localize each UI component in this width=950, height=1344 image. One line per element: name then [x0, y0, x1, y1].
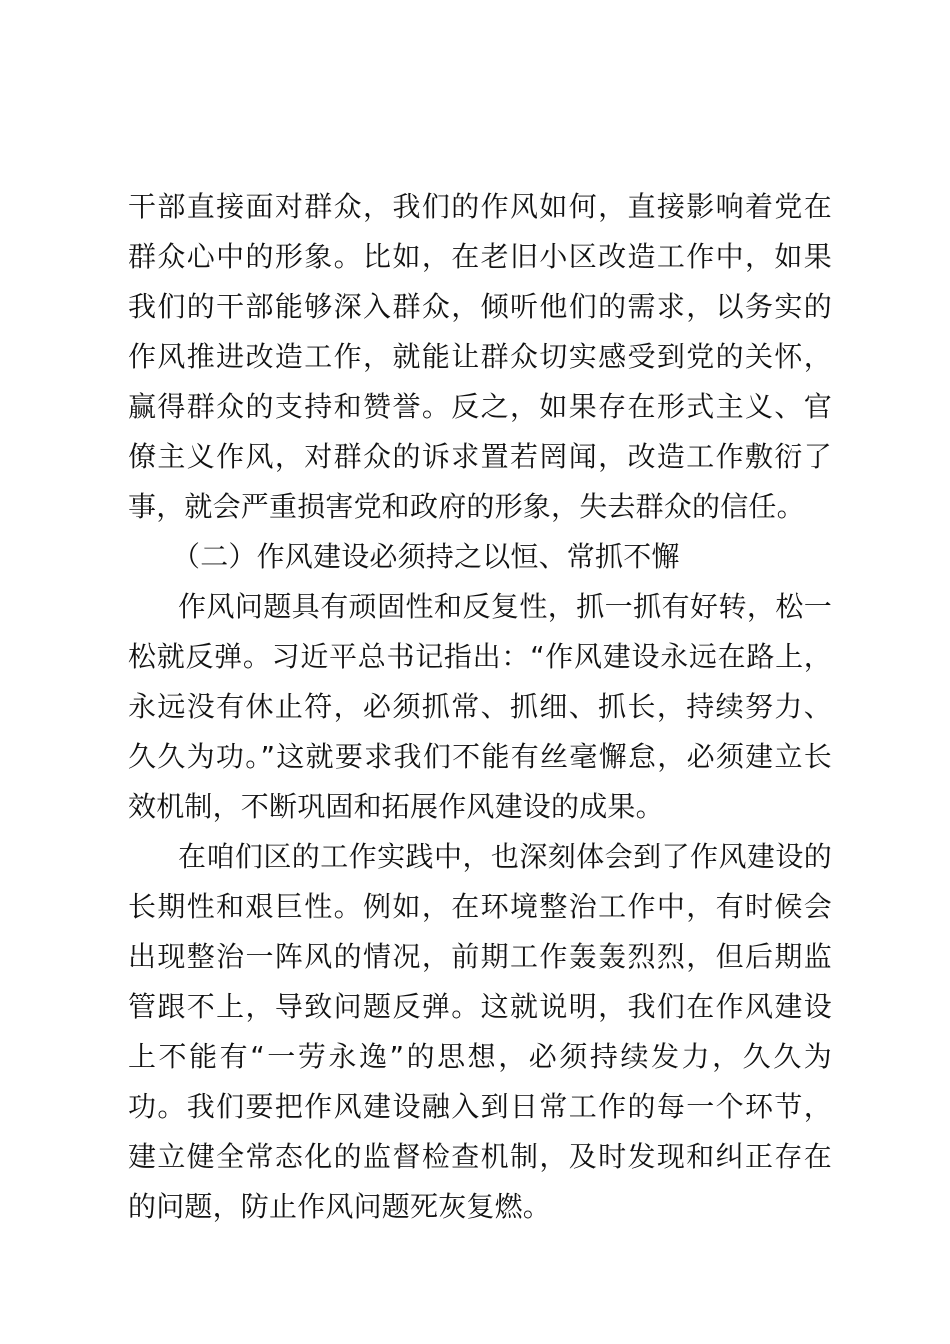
- paragraph-style-persistence: 作风问题具有顽固性和反复性，抓一抓有好转，松一松就反弹。习近平总书记指出：“作风建设永远在路上，永远没有休止符，必须抓常、抓细、抓长，持续努力、久久为功。”这就要求我们不能有丝毫懈怠，必须建立长效机制，不断巩固和拓展作风建设的成果。: [128, 590, 832, 823]
- paragraph-district-practice: 在咱们区的工作实践中，也深刻体会到了作风建设的长期性和艰巨性。例如，在环境整治工作中，有时候会出现整治一阵风的情况，前期工作轰轰烈烈，但后期监管跟不上，导致问题反弹。这就说明，我们在作风建设上不能有“一劳永逸”的思想，必须持续发力，久久为功。我们要把作风建设融入到日常工作的每一个环节，建立健全常态化的监督检查机制，及时发现和纠正存在的问题，防止作风问题死灰复燃。: [128, 840, 832, 1223]
- paragraph-continuation: 干部直接面对群众，我们的作风如何，直接影响着党在群众心中的形象。比如，在老旧小区改造工作中，如果我们的干部能够深入群众，倾听他们的需求，以务实的作风推进改造工作，就能让群众切实感受到党的关怀，赢得群众的支持和赞誉。反之，如果存在形式主义、官僚主义作风，对群众的诉求置若罔闻，改造工作敷衍了事，就会严重损害党和政府的形象，失去群众的信任。: [128, 190, 832, 523]
- section-heading: （二）作风建设必须持之以恒、常抓不懈: [172, 540, 680, 573]
- document-body: [128, 182, 832, 1232]
